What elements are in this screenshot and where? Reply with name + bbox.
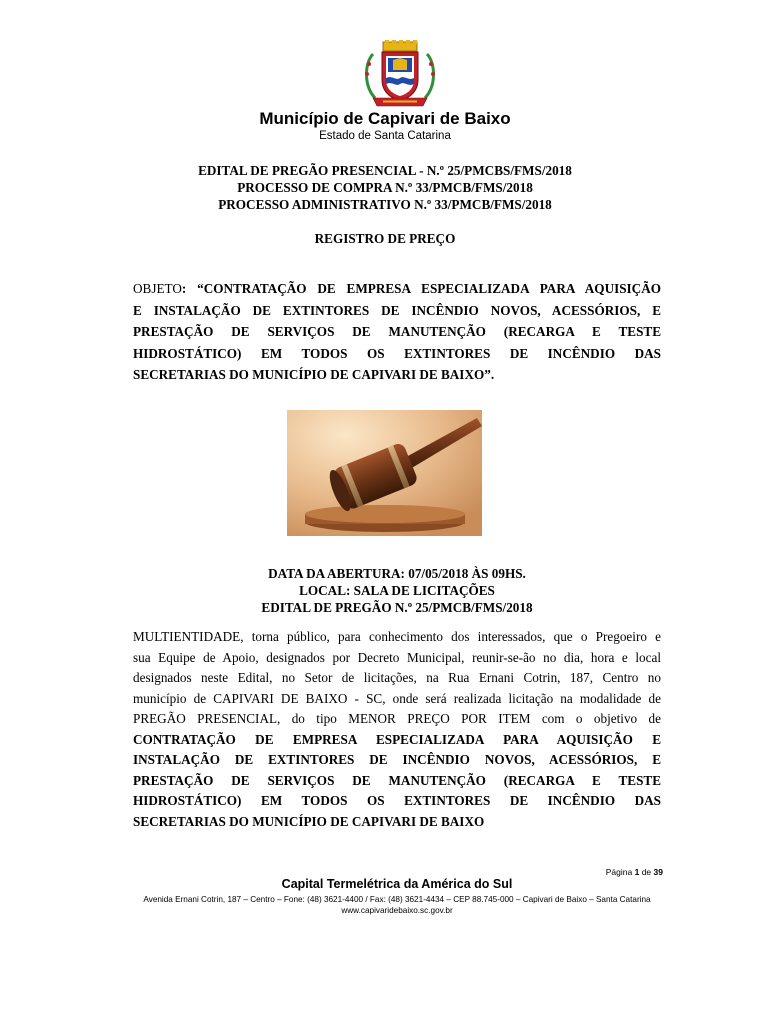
page-number: Página 1 de 39 <box>605 867 663 877</box>
objeto-line: SECRETARIAS DO MUNICÍPIO DE CAPIVARI DE BAIXO”. <box>133 367 495 382</box>
data-abertura: DATA DA ABERTURA: 07/05/2018 ÀS 09HS. <box>268 566 526 581</box>
processo-compra: PROCESSO DE COMPRA N.º 33/PMCB/FMS/2018 <box>237 180 533 195</box>
objeto-line: OBJETO: “CONTRATAÇÃO DE EMPRESA ESPECIALIZADA PARA AQUISIÇÃO <box>133 281 661 296</box>
footer-website: www.capivaridebaixo.sc.gov.br <box>341 906 453 915</box>
objeto-line: E INSTALAÇÃO DE EXTINTORES DE INCÊNDIO NOVOS, ACESSÓRIOS, E <box>133 302 661 318</box>
paragraph-line: município de CAPIVARI DE BAIXO - SC, onde será realizada licitação na modalidade de <box>133 690 661 706</box>
objeto-line: PRESTAÇÃO DE SERVIÇOS DE MANUTENÇÃO (RECARGA E TESTE <box>133 324 661 339</box>
footer-address: Avenida Ernani Cotrin, 187 – Centro – Fone: (48) 3621-4400 / Fax: (48) 3621-4434 – CEP 88.745-000 – Capivari de Baixo – Santa Catarina <box>143 895 651 904</box>
preamble-paragraph <box>133 627 661 832</box>
state-subtitle: Estado de Santa Catarina <box>319 130 451 142</box>
local: LOCAL: SALA DE LICITAÇÕES <box>299 583 495 598</box>
municipal-coat-of-arms-icon <box>355 40 445 108</box>
objeto-paragraph <box>133 278 661 386</box>
edital-heading <box>0 162 770 213</box>
processo-administrativo: PROCESSO ADMINISTRATIVO N.º 33/PMCB/FMS/2018 <box>218 197 552 212</box>
paragraph-line: INSTALAÇÃO DE EXTINTORES DE INCÊNDIO NOVOS, ACESSÓRIOS, E <box>133 752 661 767</box>
current-page: 1 <box>634 867 640 877</box>
edital-pregao: EDITAL DE PREGÃO N.º 25/PMCB/FMS/2018 <box>261 600 533 615</box>
paragraph-line: designados neste Edital, no Setor de licitações, na Rua Ernani Cotrin, 187, Centro no <box>133 670 661 685</box>
objeto-line: HIDROSTÁTICO) EM TODOS OS EXTINTORES DE INCÊNDIO DAS <box>133 345 661 361</box>
paragraph-line: SECRETARIAS DO MUNICÍPIO DE CAPIVARI DE BAIXO <box>133 813 485 829</box>
objeto-label: OBJETO <box>133 281 182 296</box>
footer-title: Capital Termelétrica da América do Sul <box>281 877 513 891</box>
paragraph-line: HIDROSTÁTICO) EM TODOS OS EXTINTORES DE INCÊNDIO DAS <box>133 793 661 808</box>
footer-address-block <box>0 894 770 916</box>
municipality-title: Município de Capivari de Baixo <box>259 109 511 128</box>
paragraph-line: PREGÃO PRESENCIAL, do tipo MENOR PREÇO POR ITEM com o objetivo de <box>133 711 661 726</box>
gavel-image <box>287 410 482 536</box>
paragraph-line: MULTIENTIDADE, torna público, para conhecimento dos interessados, que o Pregoeiro e <box>133 629 661 644</box>
registro-de-preco: REGISTRO DE PREÇO <box>314 231 456 246</box>
paragraph-line: CONTRATAÇÃO DE EMPRESA ESPECIALIZADA PARA AQUISIÇÃO E <box>133 731 661 747</box>
paragraph-line: PRESTAÇÃO DE SERVIÇOS DE MANUTENÇÃO (RECARGA E TESTE <box>133 772 661 788</box>
abertura-block <box>0 565 770 616</box>
edital-number: EDITAL DE PREGÃO PRESENCIAL - N.º 25/PMCBS/FMS/2018 <box>198 163 572 178</box>
total-pages: 39 <box>653 867 663 877</box>
paragraph-line: sua Equipe de Apoio, designados por Decreto Municipal, reunir-se-ão no dia, hora e local <box>133 649 661 665</box>
